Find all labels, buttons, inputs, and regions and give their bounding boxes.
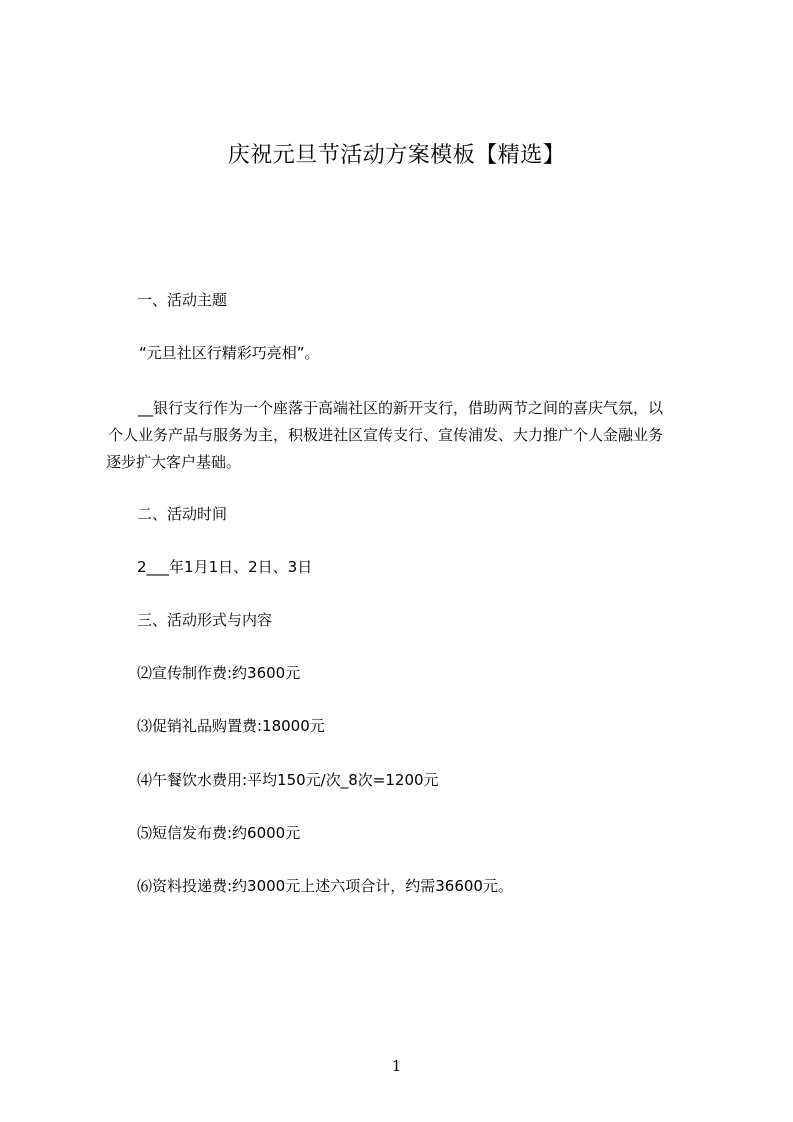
intro-paragraph bbox=[106, 395, 706, 476]
section-heading-time: 二、活动时间 bbox=[137, 505, 228, 523]
activity-dates: 2___年1月1日、2日、3日 bbox=[137, 558, 313, 576]
intro-line-3: 逐步扩大客户基础。 bbox=[106, 453, 242, 471]
theme-slogan: “元旦社区行精彩巧亮相”。 bbox=[139, 344, 320, 362]
section-heading-form: 三、活动形式与内容 bbox=[137, 611, 273, 629]
document-title: 庆祝元旦节活动方案模板【精选】 bbox=[227, 143, 566, 168]
budget-item: ⑶促销礼品购置费:18000元 bbox=[137, 717, 325, 735]
intro-line-1: __银行支行作为一个座落于高端社区的新开支行，借助两节之间的喜庆气氛，以 bbox=[138, 399, 664, 417]
section-heading-theme: 一、活动主题 bbox=[137, 291, 228, 309]
intro-line-2: 个人业务产品与服务为主，积极进社区宣传支行、宣传浦发、大力推广个人金融业务 bbox=[108, 426, 664, 444]
page-number: 1 bbox=[391, 1057, 402, 1075]
budget-item: ⑹资料投递费:约3000元上述六项合计，约需36600元。 bbox=[137, 877, 513, 895]
budget-item: ⑷午餐饮水费用:平均150元/次_8次=1200元 bbox=[137, 771, 439, 789]
budget-item: ⑸短信发布费:约6000元 bbox=[137, 824, 301, 842]
budget-item: ⑵宣传制作费:约3600元 bbox=[137, 664, 301, 682]
